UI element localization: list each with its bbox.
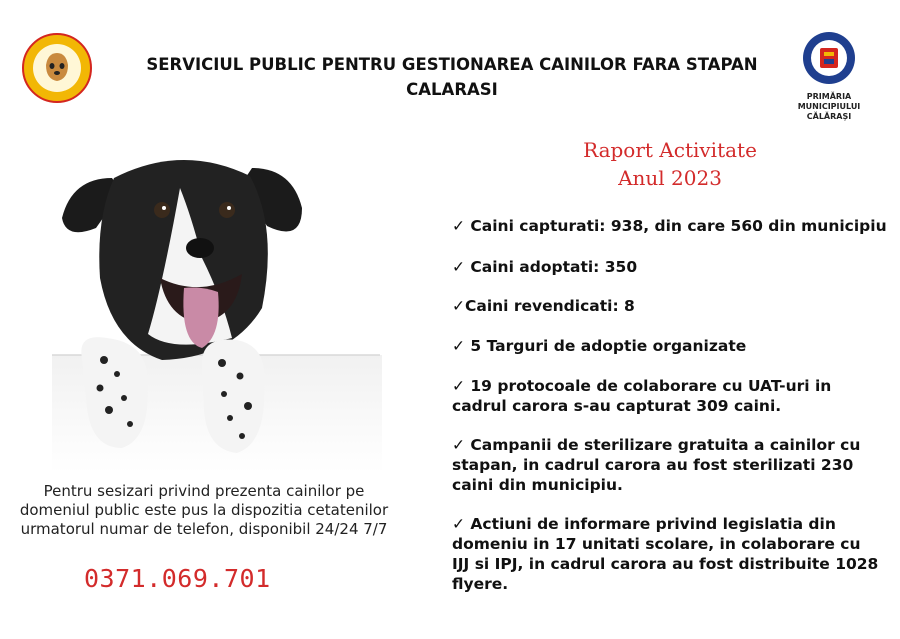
shelter-logo <box>22 33 92 103</box>
caption-line-1: PRIMĂRIA <box>806 92 852 101</box>
stat-captured: ✓ Caini capturati: 938, din care 560 din municipiu <box>452 217 887 235</box>
stat-sterilization: ✓ Campanii de sterilizare gratuita a cainilor cu stapan, in cadrul carora au fost sterilizati 230 caini din municipiu. <box>452 436 861 494</box>
report-title-line-2: Anul 2023 <box>618 166 722 190</box>
stat-reclaimed: ✓Caini revendicati: 8 <box>452 297 635 315</box>
stat-adopted: ✓ Caini adoptati: 350 <box>452 258 638 276</box>
caption-line-3: CĂLĂRAȘI <box>806 112 852 121</box>
title-line-1: SERVICIUL PUBLIC PENTRU GESTIONAREA CAINILOR FARA STAPAN <box>146 55 758 74</box>
contact-text: Pentru sesizari privind prezenta cainilor pe domeniul public este pus la dispozitia cetatenilor urmatorul numar de telefon, disponibil 24/24 7/7 <box>19 482 389 538</box>
report-title-line-1: Raport Activitate <box>583 138 757 162</box>
city-hall-caption <box>787 92 871 122</box>
dog-illustration <box>52 148 382 473</box>
stat-information: ✓ Actiuni de informare privind legislatia din domeniu in 17 unitati scolare, in colaborare cu IJJ si IPJ, in cadrul carora au fost distribuite 1028 flyere. <box>452 515 879 593</box>
city-hall-logo <box>787 30 871 130</box>
caption-line-2: MUNICIPIULUI <box>797 102 861 111</box>
page-title <box>118 52 786 102</box>
phone-number[interactable]: 0371.069.701 <box>84 564 271 593</box>
stat-adoption-fairs: ✓ 5 Targuri de adoptie organizate <box>452 337 747 355</box>
stat-protocols: ✓ 19 protocoale de colaborare cu UAT-uri in cadrul carora s-au capturat 309 caini. <box>452 377 832 415</box>
report-title <box>548 136 792 192</box>
title-line-2: CALARASI <box>406 80 498 99</box>
